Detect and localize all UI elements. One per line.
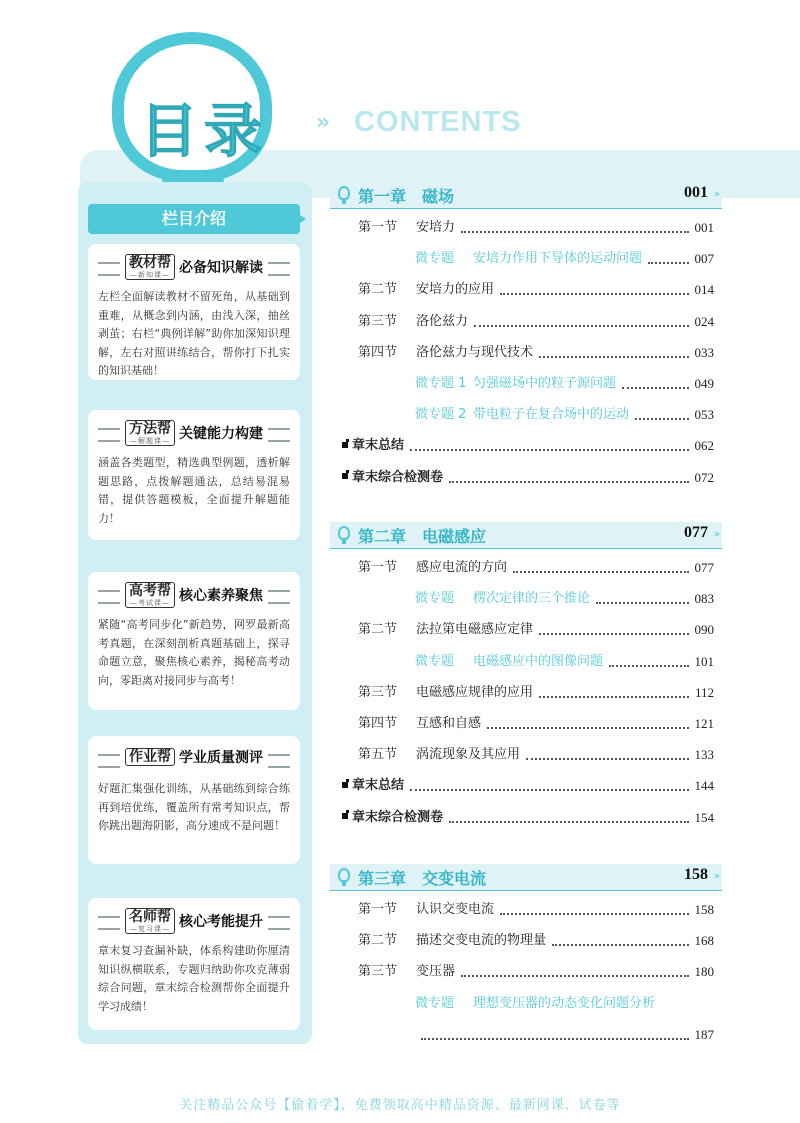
intro-card-tag xyxy=(125,420,175,446)
intro-card-header xyxy=(98,254,290,282)
toc-entry[interactable] xyxy=(358,745,714,765)
toc-entry[interactable] xyxy=(342,436,714,456)
divider-lines xyxy=(268,428,290,442)
toc-entry-number: 第四节 xyxy=(358,716,398,731)
toc-entry-page: 144 xyxy=(694,778,714,794)
toc-entry-number: 微专题 1 xyxy=(415,376,467,391)
double-chevron-icon: » xyxy=(713,871,720,882)
intro-card-tag xyxy=(125,254,175,280)
page-title: 目录 xyxy=(140,97,269,165)
toc-entry-text: 带电粒子在复合场中的运动 xyxy=(473,407,630,423)
dot-leader xyxy=(500,293,688,295)
toc-entry-label xyxy=(415,249,642,269)
lightbulb-icon xyxy=(338,526,350,540)
toc-entry-label xyxy=(358,683,533,703)
toc-entry[interactable] xyxy=(415,405,714,425)
toc-entry-text: 楞次定律的三个推论 xyxy=(473,591,591,607)
dot-leader xyxy=(449,821,688,823)
toc-entry-number: 微专题 xyxy=(415,591,455,607)
dot-leader xyxy=(635,418,688,420)
toc-entry-number: 第三节 xyxy=(358,684,398,700)
toc-entry-text: 法拉第电磁感应定律 xyxy=(416,622,534,638)
toc-entry-label xyxy=(342,776,404,796)
intro-card-header xyxy=(98,582,290,610)
square-bullet-icon xyxy=(342,813,348,819)
toc-entry-label xyxy=(358,343,533,363)
dot-leader xyxy=(487,727,688,729)
column-intro-title-text: 栏目介绍 xyxy=(161,209,226,228)
intro-card-title: 学业质量测评 xyxy=(179,749,263,766)
intro-card-tag-text: 高考帮 xyxy=(129,583,171,599)
intro-card xyxy=(88,410,300,540)
toc-entry-text: 描述交变电流的物理量 xyxy=(416,933,547,949)
toc-entry-number: 第一节 xyxy=(358,560,398,575)
square-bullet-icon xyxy=(342,442,348,448)
toc-entry[interactable] xyxy=(415,249,714,269)
toc-entry-number: 第三节 xyxy=(358,964,398,980)
toc-entry-text: 理想变压器的动态变化问题分析 xyxy=(473,995,656,1011)
toc-entry[interactable] xyxy=(415,1025,714,1045)
toc-entry-text: 章末总结 xyxy=(352,778,405,794)
toc-entry-label xyxy=(415,589,590,609)
toc-entry-label xyxy=(342,436,404,456)
intro-card-tag xyxy=(125,582,175,608)
intro-card-body: 好题汇集强化训练，从基础练到综合练再到培优练，覆盖所有常考知识点，帮你跳出题海阴影，高分速成不是问题！ xyxy=(98,782,290,832)
toc-entry-page: 101 xyxy=(694,653,714,669)
divider-lines xyxy=(98,590,120,604)
toc-entry-label xyxy=(358,218,455,238)
toc-entry[interactable] xyxy=(358,900,714,920)
toc-entry-label xyxy=(358,312,468,332)
toc-entry-page: 180 xyxy=(694,964,714,980)
toc-entry[interactable] xyxy=(358,280,714,300)
toc-entry[interactable] xyxy=(342,776,714,796)
intro-card-tag-text: 教材帮 xyxy=(129,255,171,271)
toc-entry-page: 049 xyxy=(694,376,714,391)
toc-entry-page: 083 xyxy=(694,591,714,607)
toc-entry-page: 112 xyxy=(694,684,714,700)
intro-card-tag-sub: —复习课— xyxy=(130,925,170,933)
intro-card-tag-sub: —解题课— xyxy=(130,437,170,445)
toc-entry[interactable] xyxy=(342,808,714,828)
toc-entry-text: 互感和自感 xyxy=(416,716,482,731)
toc-entry[interactable] xyxy=(358,218,714,238)
intro-card-header xyxy=(98,746,290,774)
intro-card-title: 核心考能提升 xyxy=(179,914,263,930)
toc-entry-page: 133 xyxy=(694,747,714,763)
intro-card-body: 左栏全面解读教材不留死角，从基础到重难，从概念到内涵，由浅入深，抽丝剥茧；右栏“典例详解”助你加深知识理解，左右对照讲练结合，帮你打下扎实的知识基础！ xyxy=(98,290,290,377)
intro-card-tag xyxy=(125,748,175,766)
toc-entry-page: 007 xyxy=(694,251,714,267)
toc-entry-number: 微专题 2 xyxy=(415,407,467,423)
toc-entry-page: 187 xyxy=(694,1026,714,1042)
toc-entry-label xyxy=(358,900,494,920)
toc-entry-page: 001 xyxy=(694,220,714,235)
toc-entry-number: 第二节 xyxy=(358,282,398,298)
dot-leader xyxy=(609,665,688,667)
dot-leader xyxy=(539,356,688,358)
toc-entry[interactable] xyxy=(358,620,714,640)
dot-leader xyxy=(461,231,688,233)
contents-heading: CONTENTS xyxy=(354,106,522,138)
toc-entry-text: 安培力作用下导体的运动问题 xyxy=(473,251,643,267)
toc-entry-label xyxy=(358,280,494,300)
toc-entry-page: 121 xyxy=(694,716,714,731)
dot-leader xyxy=(648,262,688,264)
toc-entry-number: 第五节 xyxy=(358,747,398,763)
intro-card-tag xyxy=(125,908,175,934)
intro-card-body: 涵盖各类题型，精选典型例题，透析解题思路，点拨解题通法，总结易混易错，提供答题模板，全面提升解题能力！ xyxy=(98,456,290,525)
toc-entry-text: 电磁感应规律的应用 xyxy=(416,684,534,700)
toc-entry[interactable] xyxy=(358,558,714,578)
toc-entry-page: 053 xyxy=(694,407,714,423)
divider-lines xyxy=(98,754,120,768)
toc-entry-page: 168 xyxy=(694,933,714,949)
toc-entry-text: 章末总结 xyxy=(352,438,405,454)
dot-leader xyxy=(596,602,688,604)
toc-entry[interactable] xyxy=(415,994,714,1014)
toc-entry-number: 微专题 xyxy=(415,251,455,267)
lightbulb-icon xyxy=(338,186,350,200)
intro-card-tag-sub: —新知课— xyxy=(130,271,170,279)
toc-entry-label xyxy=(415,994,655,1014)
chapter-title: 第三章 交变电流 xyxy=(358,869,487,888)
toc-entry[interactable] xyxy=(358,714,714,734)
column-intro-title xyxy=(88,204,300,234)
toc-entry-number: 第二节 xyxy=(358,622,398,638)
dot-leader xyxy=(421,1038,689,1040)
divider-lines xyxy=(98,428,120,442)
toc-entry-label xyxy=(415,374,616,394)
toc-entry-number: 微专题 xyxy=(415,995,455,1011)
toc-entry-page: 024 xyxy=(694,313,714,329)
footer-notice: 关注精品公众号【偷着学】，免费领取高中精品资源、最新网课、试卷等 xyxy=(179,1098,621,1113)
chapter-heading[interactable] xyxy=(330,864,722,891)
toc-entry-page: 033 xyxy=(694,344,714,360)
dot-leader xyxy=(539,696,689,698)
intro-card xyxy=(88,736,300,864)
toc-entry-text: 洛伦兹力 xyxy=(416,313,469,329)
toc-entry-page: 077 xyxy=(694,560,714,575)
toc-entry-number: 第二节 xyxy=(358,933,398,949)
intro-card-header xyxy=(98,908,290,936)
dot-leader xyxy=(539,633,688,635)
toc-entry-page: 014 xyxy=(694,282,714,298)
intro-card-header xyxy=(98,420,290,448)
toc-entry-text: 安培力的应用 xyxy=(416,282,495,298)
double-chevron-icon: » xyxy=(713,189,720,200)
toc-entry-text: 章末综合检测卷 xyxy=(352,469,444,485)
dot-leader xyxy=(410,449,688,451)
toc-entry-text: 感应电流的方向 xyxy=(416,560,508,575)
square-bullet-icon xyxy=(342,782,348,788)
toc-entry[interactable] xyxy=(342,468,714,488)
toc-entry[interactable] xyxy=(358,962,714,982)
chapter-page: 077 xyxy=(684,524,708,541)
toc-entry-label xyxy=(358,620,533,640)
toc-entry-text: 变压器 xyxy=(416,964,456,980)
toc-entry[interactable] xyxy=(415,589,714,609)
double-chevron-icon: » xyxy=(316,110,331,135)
toc-entry-text: 电磁感应中的图像问题 xyxy=(473,653,604,669)
triangle-icon xyxy=(300,215,306,223)
toc-entry-text: 匀强磁场中的粒子源问题 xyxy=(473,376,617,391)
toc-entry-page: 154 xyxy=(694,809,714,825)
toc-entry[interactable] xyxy=(358,312,714,332)
divider-lines xyxy=(268,916,290,930)
square-bullet-icon xyxy=(342,473,348,479)
intro-card-tag-text: 名师帮 xyxy=(129,909,171,925)
lightbulb-icon xyxy=(338,868,350,882)
toc-entry-text: 安培力 xyxy=(416,220,456,235)
intro-card-body: 章末复习查漏补缺，体系构建助你厘清知识纵横联系，专题归纳助你攻克薄弱综合问题，章末综合检测帮你全面提升学习成绩！ xyxy=(98,944,290,1013)
divider-lines xyxy=(268,590,290,604)
toc-entry-label xyxy=(358,931,546,951)
toc-entry-label xyxy=(358,962,455,982)
divider-lines xyxy=(268,262,290,276)
divider-lines xyxy=(98,262,120,276)
toc-entry-page: 062 xyxy=(694,438,714,454)
dot-leader xyxy=(449,481,688,483)
intro-card-title: 关键能力构建 xyxy=(179,426,263,442)
chapter-title: 第一章 磁场 xyxy=(358,187,455,206)
toc-entry-label xyxy=(358,745,520,765)
toc-entry-label xyxy=(358,558,507,578)
toc-entry[interactable] xyxy=(358,683,714,703)
intro-card-title: 核心素养聚焦 xyxy=(179,588,263,604)
divider-lines xyxy=(98,916,120,930)
dot-leader xyxy=(500,913,688,915)
toc-entry-number: 第四节 xyxy=(358,344,398,360)
intro-card-title: 必备知识解读 xyxy=(179,260,263,276)
dot-leader xyxy=(513,571,688,573)
divider-lines xyxy=(268,754,290,768)
toc-entry-page: 090 xyxy=(694,622,714,638)
toc-entry-label xyxy=(342,808,443,828)
toc-entry-label xyxy=(358,714,481,734)
toc-entry-text: 认识交变电流 xyxy=(416,902,495,917)
intro-card xyxy=(88,898,300,1030)
intro-card-tag-sub: —考试课— xyxy=(130,599,170,607)
toc-entry-page: 072 xyxy=(694,469,714,485)
intro-card-tag-text: 方法帮 xyxy=(129,421,171,437)
toc-entry[interactable] xyxy=(415,374,714,394)
toc-entry-number: 第三节 xyxy=(358,313,398,329)
chapter-page: 158 xyxy=(684,866,708,883)
toc-entry[interactable] xyxy=(415,652,714,672)
dot-leader xyxy=(461,975,688,977)
intro-card xyxy=(88,244,300,380)
toc-entry-page: 158 xyxy=(694,902,714,917)
toc-entry-label xyxy=(415,405,629,425)
chapter-page: 001 xyxy=(684,184,708,201)
dot-leader xyxy=(526,758,688,760)
toc-entry-text: 章末综合检测卷 xyxy=(352,809,444,825)
toc-entry-label xyxy=(342,468,443,488)
chapter-heading[interactable] xyxy=(330,182,722,209)
chapter-title: 第二章 电磁感应 xyxy=(358,527,487,546)
intro-card-tag-text: 作业帮 xyxy=(129,748,171,765)
double-chevron-icon: » xyxy=(713,529,720,540)
toc-entry[interactable] xyxy=(358,931,714,951)
chapter-heading[interactable] xyxy=(330,522,722,549)
dot-leader xyxy=(410,789,688,791)
dot-leader xyxy=(622,387,688,389)
dot-leader xyxy=(474,325,688,327)
toc-entry[interactable] xyxy=(358,343,714,363)
intro-card-body: 紧随“高考同步化”新趋势，网罗最新高考真题，在深刻剖析真题基础上，探寻命题立意，聚焦核心素养，揭秘高考动向，零距离对接同步与高考！ xyxy=(98,618,290,687)
dot-leader xyxy=(552,944,688,946)
toc-entry-text: 洛伦兹力与现代技术 xyxy=(416,344,534,360)
toc-entry-text: 涡流现象及其应用 xyxy=(416,747,521,763)
toc-entry-number: 第一节 xyxy=(358,220,398,235)
intro-card xyxy=(88,572,300,710)
toc-entry-label xyxy=(415,652,603,672)
toc-entry-number: 微专题 xyxy=(415,653,455,669)
toc-entry-number: 第一节 xyxy=(358,902,398,917)
